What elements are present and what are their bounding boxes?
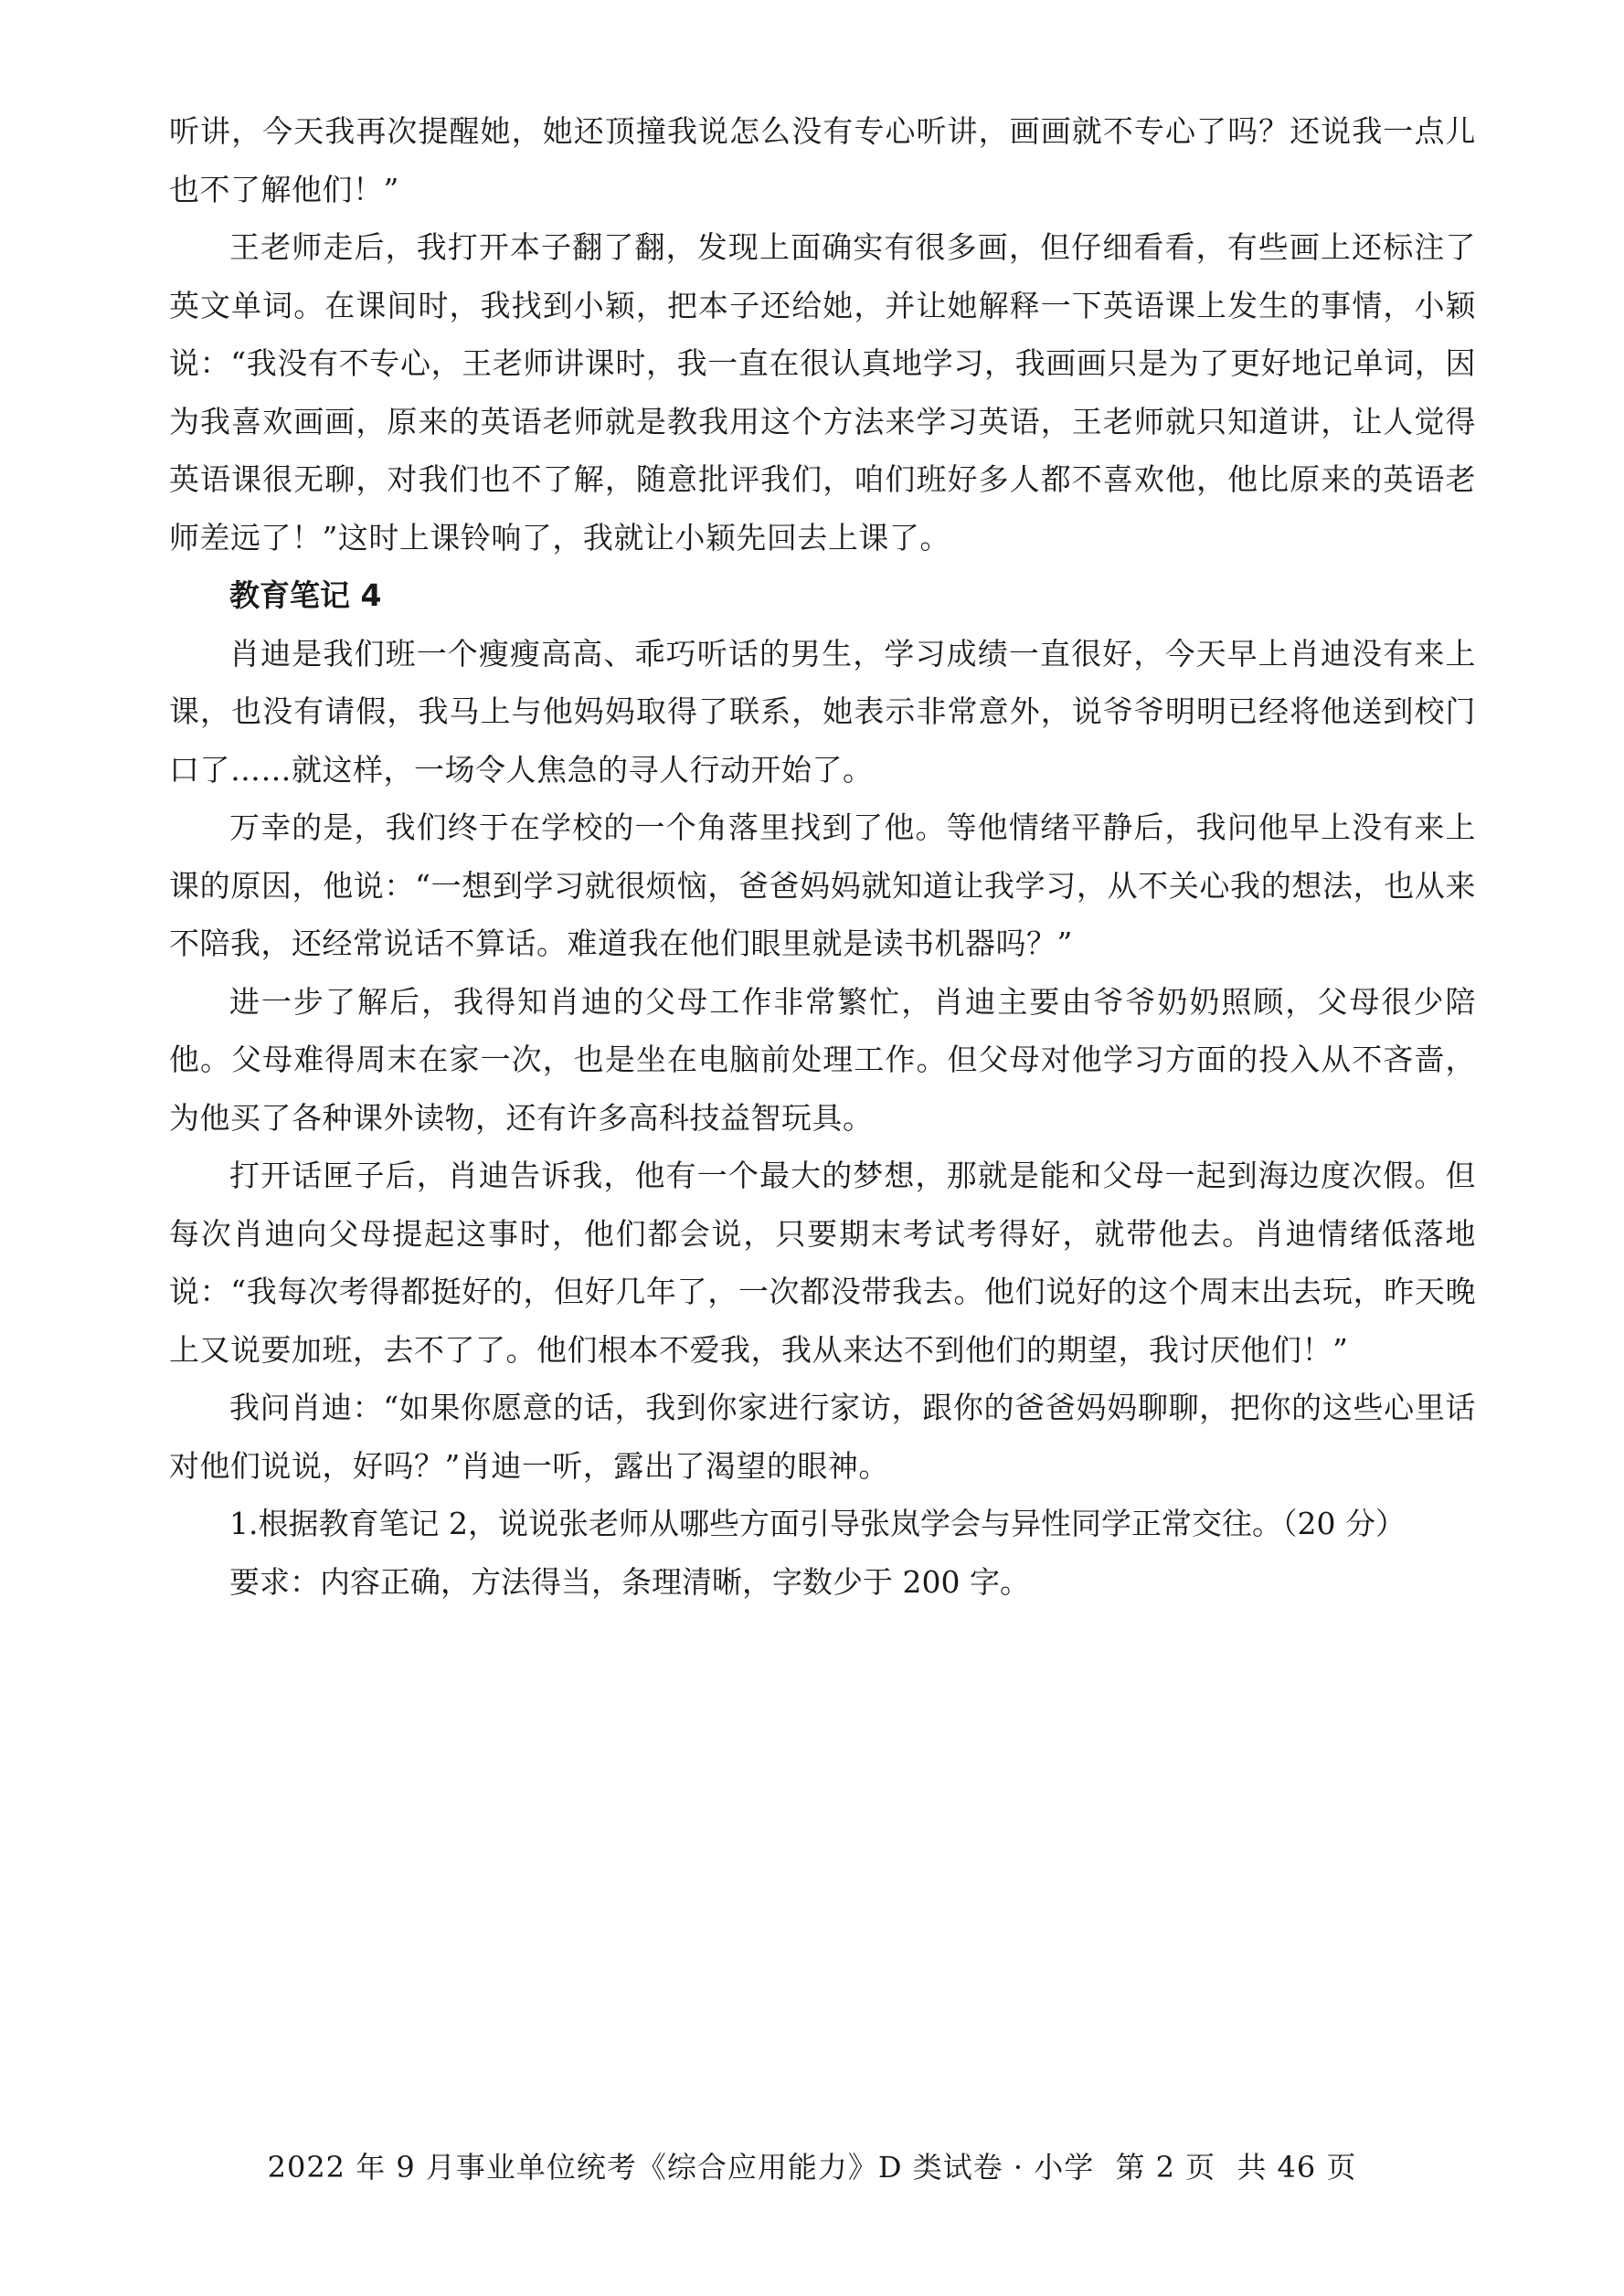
note4-paragraph-2: 万幸的是，我们终于在学校的一个角落里找到了他。等他情绪平静后，我问他早上没有来上课的原因，他说：“一想到学习就很烦恼，爸爸妈妈就知道让我学习，从不关心我的想法，也从来不陪我，还经常说话不算话。难道我在他们眼里就是读书机器吗？”	[169, 809, 1476, 961]
note4-paragraph-4: 打开话匣子后，肖迪告诉我，他有一个最大的梦想，那就是能和父母一起到海边度次假。但每次肖迪向父母提起这事时，他们都会说，只要期末考试考得好，就带他去。肖迪情绪低落地说：“我每次考得都挺好的，但好几年了，一次都没带我去。他们说好的这个周末出去玩，昨天晚上又说要加班，去不了了。他们根本不爱我，我从来达不到他们的期望，我讨厌他们！”	[169, 1158, 1476, 1368]
note4-paragraph-3: 进一步了解后，我得知肖迪的父母工作非常繁忙，肖迪主要由爷爷奶奶照顾，父母很少陪他。父母难得周末在家一次，也是坐在电脑前处理工作。但父母对他学习方面的投入从不吝啬，为他买了各种课外读物，还有许多高科技益智玩具。	[169, 983, 1476, 1136]
paragraph-wang-teacher: 王老师走后，我打开本子翻了翻，发现上面确实有很多画，但仔细看看，有些画上还标注了英文单词。在课间时，我找到小颖，把本子还给她，并让她解释一下英语课上发生的事情，小颖说：“我没有不专心，王老师讲课时，我一直在很认真地学习，我画画只是为了更好地记单词，因为我喜欢画画，原来的英语老师就是教我用这个方法来学习英语，王老师就只知道讲，让人觉得英语课很无聊，对我们也不了解，随意批评我们，咱们班好多人都不喜欢他，他比原来的英语老师差远了！”这时上课铃响了，我就让小颖先回去上课了。	[169, 229, 1476, 555]
note4-paragraph-5: 我问肖迪：“如果你愿意的话，我到你家进行家访，跟你的爸爸妈妈聊聊，把你的这些心里话对他们说说，好吗？”肖迪一听，露出了渴望的眼神。	[169, 1390, 1476, 1484]
footer-page-number: 第 2 页	[1115, 2150, 1216, 2185]
note4-paragraph-1: 肖迪是我们班一个瘦瘦高高、乖巧听话的男生，学习成绩一直很好，今天早上肖迪没有来上课，也没有请假，我马上与他妈妈取得了联系，她表示非常意外，说爷爷明明已经将他送到校门口了……就这样，一场令人焦急的寻人行动开始了。	[169, 635, 1476, 788]
paragraph-continued: 听讲，今天我再次提醒她，她还顶撞我说怎么没有专心听讲，画画就不专心了吗？还说我一点儿也不了解他们！”	[169, 113, 1476, 207]
page-footer	[0, 2149, 1624, 2185]
question-1: 1.根据教育笔记 2，说说张老师从哪些方面引导张岚学会与异性同学正常交往。（20 分）	[229, 1506, 1406, 1541]
question-1-requirement: 要求：内容正确，方法得当，条理清晰，字数少于 200 字。	[229, 1563, 1030, 1600]
footer-total-pages: 共 46 页	[1237, 2150, 1357, 2185]
section-heading-note4: 教育笔记 4	[229, 577, 382, 613]
page-content	[169, 102, 1476, 1611]
footer-exam-title: 2022 年 9 月事业单位统考《综合应用能力》D 类试卷 · 小学	[267, 2150, 1095, 2185]
